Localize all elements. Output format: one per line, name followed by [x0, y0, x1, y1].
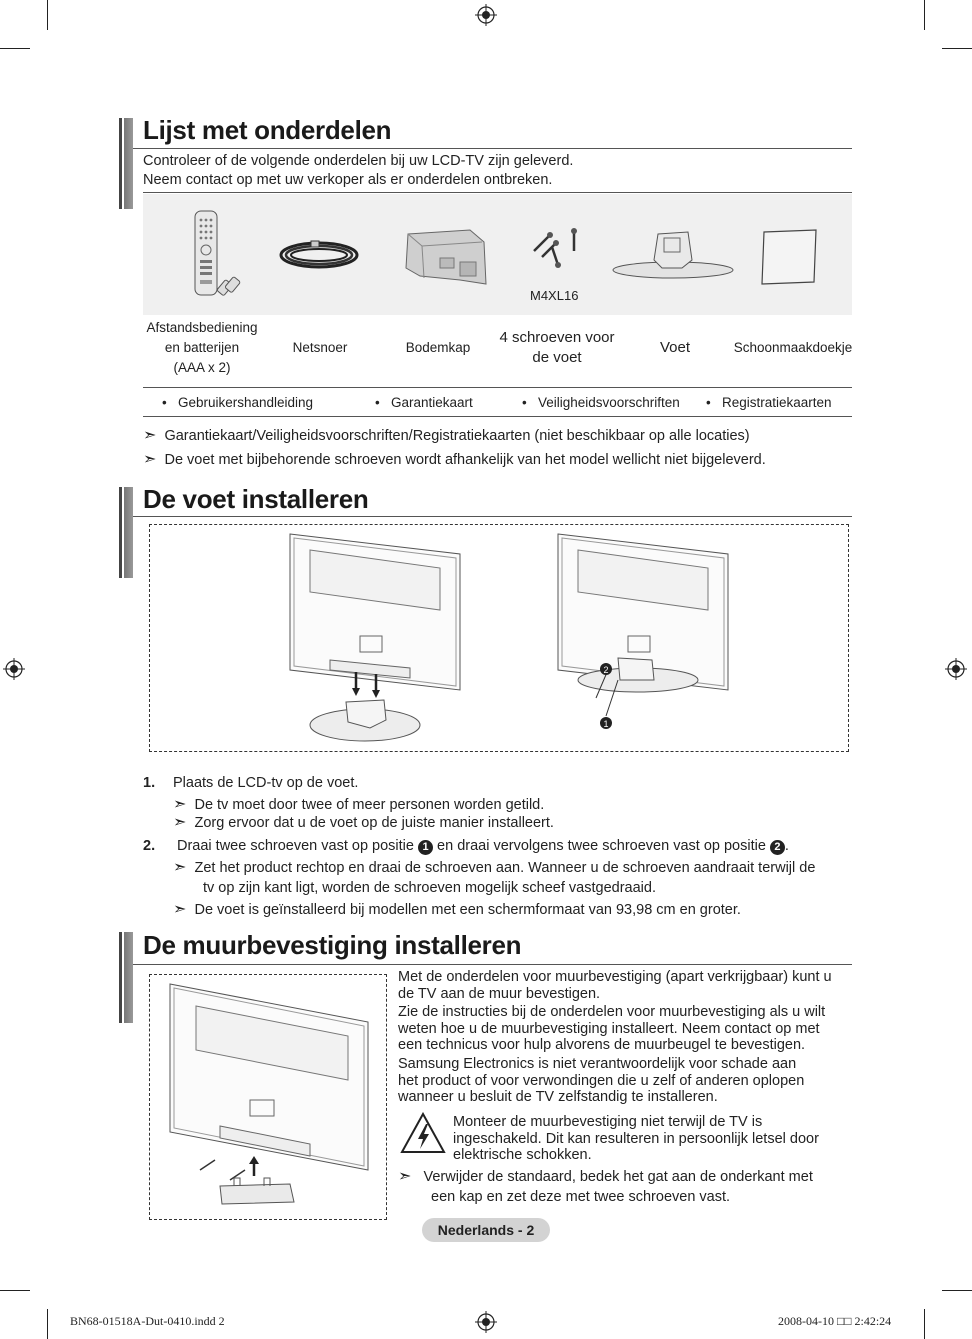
- table-top-rule: [143, 192, 852, 193]
- paragraph-line: Samsung Electronics is niet verantwoordelijk voor schade aan: [398, 1056, 797, 1072]
- paragraph-line: het product of voor verwondingen die u zelf of anderen oplopen: [398, 1072, 805, 1089]
- part-label-remote-line: Afstandsbediening: [146, 320, 258, 335]
- title-rule: [133, 516, 852, 517]
- note-text-continued: een kap en zet deze met twee schroeven vast.: [431, 1189, 731, 1205]
- warning-text: [453, 1114, 819, 1164]
- part-label-remote: [143, 318, 261, 378]
- note-item: [143, 451, 766, 469]
- warning-line: Monteer de muurbevestiging niet terwijl de TV is: [453, 1114, 763, 1130]
- position-2-badge: 2: [770, 840, 785, 855]
- crop-mark: [0, 1290, 30, 1291]
- note-text: De tv moet door twee of meer personen worden getild.: [194, 797, 545, 813]
- doc-item-label: Garantiekaart: [390, 395, 473, 410]
- page-number-badge: Nederlands - 2: [422, 1218, 550, 1242]
- tv-wall-mount-illustration: [160, 980, 380, 1212]
- paragraph-line: Met de onderdelen voor muurbevestiging (apart verkrijgbaar) kunt u: [398, 969, 832, 985]
- note-arrow-icon: ➣: [173, 901, 187, 918]
- doc-item: • Veiligheidsvoorschriften: [522, 395, 680, 410]
- crop-mark: [0, 48, 30, 49]
- part-label-stand: Voet: [659, 339, 691, 356]
- section-bar: [119, 487, 133, 578]
- note-text: Garantiekaart/Veiligheidsvoorschriften/Registratiekaarten (niet beschikbaar op alle locaties): [164, 428, 750, 444]
- crop-mark: [942, 1290, 972, 1291]
- wall-paragraph-2: [398, 1004, 825, 1054]
- step-2-part: en draai vervolgens twee schroeven vast op positie: [437, 838, 766, 854]
- position-1-badge: 1: [418, 840, 433, 855]
- step-number: 2.: [143, 838, 156, 854]
- cleaning-cloth-icon: [758, 228, 820, 286]
- title-rule: [133, 964, 852, 965]
- registration-mark-icon: [3, 658, 25, 680]
- note-arrow-icon: ➣: [398, 1168, 412, 1185]
- table-bottom-rule: [143, 416, 852, 417]
- doc-item-label: Gebruikershandleiding: [177, 395, 314, 410]
- part-label-cloth: Schoonmaakdoekje: [733, 340, 853, 355]
- parts-image-band: [143, 194, 852, 315]
- doc-item: • Garantiekaart: [375, 395, 473, 410]
- step-2-part: .: [784, 838, 789, 854]
- note-text: De voet met bijbehorende schroeven wordt afhankelijk van het model wellicht niet bijgeleverd.: [164, 452, 766, 468]
- tv-screws-illustration: [548, 530, 738, 730]
- paragraph-line: weten hoe u de muurbevestiging installeert. Neem contact op met: [398, 1020, 820, 1037]
- intro-line-2: Neem contact op met uw verkoper als er onderdelen ontbreken.: [143, 172, 553, 188]
- wall-paragraph-3: [398, 1056, 804, 1106]
- section-bar: [119, 932, 133, 1023]
- note-text: Zet het product rechtop en draai de schroeven aan. Wanneer u de schroeven aandraait terwijl de: [194, 860, 816, 876]
- step-number: 1.: [143, 775, 156, 791]
- svg-text:1: 1: [603, 719, 609, 729]
- screws-icon: [528, 225, 582, 269]
- doc-item-label: Veiligheidsvoorschriften: [537, 395, 680, 410]
- power-cord-icon: [275, 235, 363, 275]
- note-item: [398, 1167, 813, 1207]
- note-item: [173, 859, 815, 877]
- part-label-screws-line: 4 schroeven voor: [499, 329, 615, 346]
- footer-timestamp: 2008-04-10 □□ 2:42:24: [778, 1314, 892, 1328]
- electric-warning-icon: [400, 1112, 446, 1154]
- note-text-continued: tv op zijn kant ligt, worden de schroeven mogelijk scheef vastgedraaid.: [203, 880, 656, 896]
- crop-mark: [924, 1309, 925, 1339]
- stand-icon: [610, 226, 736, 282]
- crop-mark: [942, 48, 972, 49]
- step-2-part: Draai twee schroeven vast op positie: [177, 838, 414, 854]
- part-label-remote-line: en batterijen: [164, 340, 240, 355]
- note-item: [173, 814, 554, 832]
- intro-line-1: Controleer of de volgende onderdelen bij uw LCD-TV zijn geleverd.: [143, 153, 574, 169]
- note-item: [173, 901, 741, 919]
- registration-mark-icon: [945, 658, 967, 680]
- note-text: Zorg ervoor dat u de voet op de juiste manier installeert.: [194, 815, 554, 831]
- section-title-stand: De voet installeren: [143, 484, 369, 514]
- warning-line: ingeschakeld. Dit kan resulteren in persoonlijk letsel door: [453, 1130, 819, 1147]
- part-label-screws: [494, 328, 620, 368]
- footer-file-name: BN68-01518A-Dut-0410.indd 2: [70, 1314, 225, 1328]
- doc-item: • Registratiekaarten: [706, 395, 832, 410]
- tv-on-stand-illustration: [280, 530, 470, 745]
- doc-item-label: Registratiekaarten: [721, 395, 832, 410]
- part-label-cord: Netsnoer: [292, 340, 348, 355]
- svg-text:2: 2: [603, 665, 609, 675]
- crop-mark: [47, 1309, 48, 1339]
- note-arrow-icon: ➣: [173, 859, 187, 876]
- paragraph-line: Zie de instructies bij de onderdelen voor muurbevestiging als u wilt: [398, 1004, 826, 1020]
- section-title-wall-mount: De muurbevestiging installeren: [143, 930, 522, 960]
- remote-control-icon: [190, 208, 246, 300]
- table-mid-rule: [143, 387, 852, 388]
- step-2-text: [177, 837, 789, 855]
- stand-illustration-box: [149, 524, 849, 752]
- step-1-text: Plaats de LCD-tv op de voet.: [173, 775, 359, 791]
- crop-mark: [924, 0, 925, 30]
- note-arrow-icon: ➣: [173, 814, 187, 831]
- crop-mark: [47, 0, 48, 30]
- note-arrow-icon: ➣: [143, 427, 157, 444]
- part-label-cover: Bodemkap: [405, 340, 471, 355]
- registration-mark-icon: [475, 1311, 497, 1333]
- screw-code-label: M4XL16: [530, 288, 579, 303]
- note-item: [143, 427, 750, 445]
- note-arrow-icon: ➣: [143, 451, 157, 468]
- note-text: Verwijder de standaard, bedek het gat aan de onderkant met: [423, 1169, 813, 1185]
- registration-mark-icon: [475, 4, 497, 26]
- paragraph-line: een technicus voor hulp alvorens de muurbeugel te bevestigen.: [398, 1037, 806, 1053]
- part-label-screws-line: de voet: [532, 349, 582, 366]
- paragraph-line: wanneer u besluit de TV zelfstandig te installeren.: [398, 1089, 718, 1105]
- part-label-remote-line: (AAA x 2): [173, 360, 231, 375]
- warning-line: elektrische schokken.: [453, 1147, 592, 1163]
- section-title-parts: Lijst met onderdelen: [143, 115, 392, 145]
- paragraph-line: de TV aan de muur bevestigen.: [398, 985, 601, 1002]
- title-rule: [133, 148, 852, 149]
- doc-item: • Gebruikershandleiding: [162, 395, 314, 410]
- note-text: De voet is geïnstalleerd bij modellen met een schermformaat van 93,98 cm en groter.: [194, 902, 741, 918]
- wall-paragraph-1: [398, 969, 832, 1002]
- note-arrow-icon: ➣: [173, 796, 187, 813]
- note-item: [173, 796, 544, 814]
- section-bar: [119, 118, 133, 209]
- bottom-cover-icon: [400, 228, 490, 288]
